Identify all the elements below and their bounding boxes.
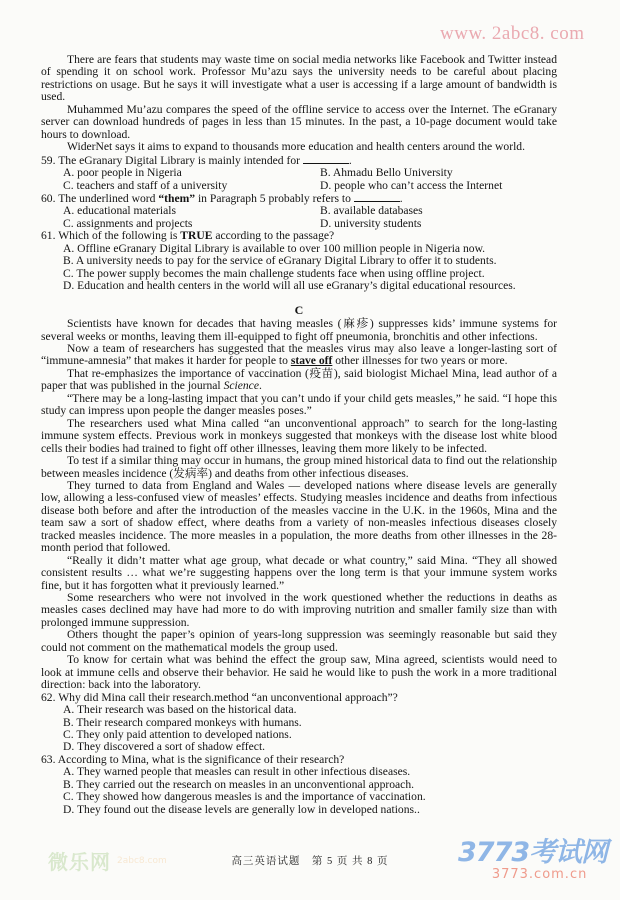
underlined-phrase: stave off xyxy=(290,354,333,368)
option-b: B. Ahmadu Bello University xyxy=(320,166,453,180)
paragraph: That re-emphasizes the importance of vaccination (疫苗), said biologist Michael Mina, lead author of a paper that was published in the journal Science. xyxy=(41,366,557,393)
option-b: B. available databases xyxy=(320,204,423,218)
option-b: B. They carried out the research on measles in an unconventional approach. xyxy=(63,777,415,791)
question-stem: According to Mina, what is the significance of their research? xyxy=(57,752,345,766)
option-a: A. poor people in Nigeria xyxy=(63,166,182,180)
option-b: B. Their research compared monkeys with humans. xyxy=(63,715,302,729)
answer-blank xyxy=(354,192,400,202)
option-a: A. Their research was based on the historical data. xyxy=(63,703,297,717)
option-c: C. The power supply becomes the main challenge students face when using offline project. xyxy=(63,266,485,280)
question-number: 63. xyxy=(41,752,56,766)
watermark-top: www. 2abc8. com xyxy=(440,23,585,44)
option-c: C. assignments and projects xyxy=(63,216,193,230)
paragraph: The researchers used what Mina called “an unconventional approach” to search for the long-lasting immune system effects. Previous work in monkeys suggested that monkeys with the disease lost white blood cells their bodies had trained to fight off other illnesses, leaving them more likely to be infected. xyxy=(41,416,557,455)
option-c: C. They showed how dangerous measles is and the importance of vaccination. xyxy=(63,790,426,804)
option-d: D. They found out the disease levels are generally low in developed nations.. xyxy=(63,802,420,816)
question-stem: The eGranary Digital Library is mainly intended for xyxy=(58,153,300,167)
question-stem: Why did Mina call their research.method “an unconventional approach”? xyxy=(58,690,398,704)
options xyxy=(41,704,557,754)
paragraph: Others thought the paper’s opinion of years-long suppression was seemingly reasonable but said they could not comment on the mathematical models the group used. xyxy=(41,628,557,654)
paragraph: Muhammed Mu’azu compares the speed of the offline service to access over the Internet. The eGranary server can download hundreds of pages in less than 15 minutes. In the past, a 10-page document would take hours to download. xyxy=(41,102,557,141)
paragraph: Some researchers who were not involved in the work questioned whether the reductions in deaths as measles cases declined may have had more to do with improving nutrition and smaller family size than with prolonged immune suppression. xyxy=(41,591,557,629)
option-d: D. university students xyxy=(320,216,422,230)
option-a: A. Offline eGranary Digital Library is available to over 100 million people in Nigeria now. xyxy=(63,241,486,255)
question-number: 59. xyxy=(41,153,56,167)
page-footer: 高三英语试题 第 5 页 共 8 页 xyxy=(231,856,389,867)
watermark-logo: 3773考试网 xyxy=(458,837,608,868)
watermark-logo: 微乐网 xyxy=(48,850,111,874)
options xyxy=(41,205,557,230)
question-number: 62. xyxy=(41,690,56,704)
answer-blank xyxy=(303,154,349,164)
paragraph: There are fears that students may waste time on social media networks like Facebook and Twitter instead of spending it on school work. Professor Mu’azu says the university needs to be careful about placing restrictions on usage. But he says it will investigate what a user is accessing if a large amount of bandwidth is used. xyxy=(41,53,557,104)
watermark-bottom-right xyxy=(458,838,607,882)
journal-name: Science xyxy=(223,379,259,393)
question-60: 60. The underlined word “them” in Paragraph 5 probably refers to . xyxy=(41,191,403,205)
question-number: 60. xyxy=(41,191,56,205)
option-d: D. Education and health centers in the world will all use eGranary’s digital educational resources. xyxy=(63,279,516,293)
options xyxy=(41,766,557,816)
paragraph: They turned to data from England and Wales — developed nations where disease levels are generally low, allowing a less-confused view of measles’ effects. Studying measles incidence and deaths from infectious disease both before and after the introduction of the measles vaccine in the U.K. in the 1960s, Mina and the team saw a sort of shadow effect, where deaths from a variety of non-measles infectious diseases closely tracked measles incidence. The more measles in a population, the more deaths from other illnesses in the 28-month period that followed. xyxy=(41,478,557,555)
question-number: 61. xyxy=(41,229,56,243)
question-61: 61. Which of the following is TRUE according to the passage? xyxy=(41,229,335,243)
exam-page xyxy=(41,54,557,816)
option-d: D. They discovered a sort of shadow effect. xyxy=(63,740,266,754)
paragraph: “There may be a long-lasting impact that you can’t undo if your child gets measles,” he said. “I hope this study can impress upon people the danger measles poses.” xyxy=(41,391,557,418)
watermark-site: 2abc8.com xyxy=(117,855,167,866)
paragraph: “Really it didn’t matter what age group, what decade or what country,” said Mina. “They all showed consistent results … what we’re suggesting happens over the long term is that your immune system works fine, but it has forgotten what it previously learned.” xyxy=(41,553,557,592)
options xyxy=(41,167,557,192)
paragraph: Scientists have known for decades that having measles (麻疹) suppresses kids’ immune systems for several weeks or months, leaving them ill-equipped to fight off pneumonia, bronchitis and other infections. xyxy=(41,317,557,343)
option-c: C. They only paid attention to developed nations. xyxy=(63,728,292,742)
option-a: A. educational materials xyxy=(63,204,176,218)
section-heading: C xyxy=(294,302,304,317)
paragraph: WiderNet says it aims to expand to thousands more education and health centers around the world. xyxy=(67,140,526,154)
paragraph: To test if a similar thing may occur in humans, the group mined historical data to find out the relationship between measles incidence (发病率) and deaths from other infectious diseases. xyxy=(41,454,557,480)
question-59: 59. The eGranary Digital Library is mainly intended for . xyxy=(41,153,352,167)
watermark-site: 3773.com.cn xyxy=(491,867,588,882)
option-a: A. They warned people that measles can result in other infectious diseases. xyxy=(63,765,411,779)
option-b: B. A university needs to pay for the service of eGranary Digital Library to offer it to students. xyxy=(63,254,497,268)
paragraph: To know for certain what was behind the effect the group saw, Mina agreed, scientists would need to look at immune cells and observe their behavior. He said he would like to push the work in a more traditional direction: back into the laboratory. xyxy=(41,653,557,692)
paragraph: Now a team of researchers has suggested that the measles virus may also leave a longer-lasting sort of “immune-amnesia” that makes it harder for people to stave off other illnesses for two years or more. xyxy=(41,341,557,368)
option-c: C. teachers and staff of a university xyxy=(63,178,228,192)
options xyxy=(41,243,557,293)
option-d: D. people who can’t access the Internet xyxy=(320,178,503,192)
